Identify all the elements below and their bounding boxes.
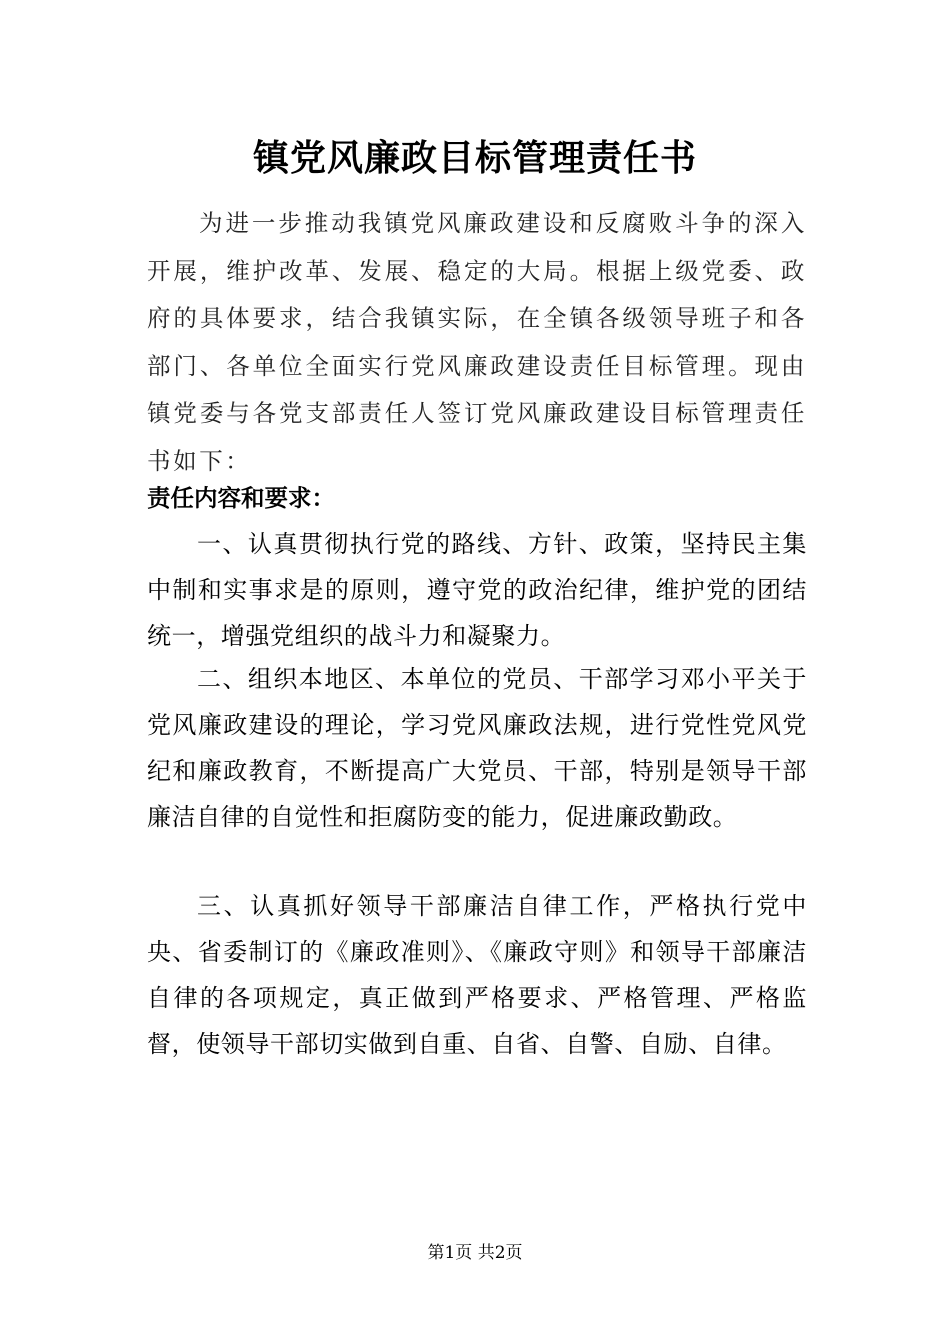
page-number-footer: 第1页 共2页 xyxy=(427,1243,523,1263)
document-title: 镇党风廉政目标管理责任书 xyxy=(252,137,697,179)
requirement-item-1: 一、认真贯彻执行党的路线、方针、政策，坚持民主集中制和实事求是的原则，遵守党的政治纪律，维护党的团结统一，增强党组织的战斗力和凝聚力。 xyxy=(147,530,807,650)
requirement-item-3: 三、认真抓好领导干部廉洁自律工作，严格执行党中央、省委制订的《廉政准则》、《廉政守则》和领导干部廉洁自律的各项规定，真正做到严格要求、严格管理、严格监督，使领导干部切实做到自重、自省、自警、自励、自律。 xyxy=(147,892,807,1058)
section-heading: 责任内容和要求： xyxy=(147,484,335,512)
intro-paragraph: 为进一步推动我镇党风廉政建设和反腐败斗争的深入开展，维护改革、发展、稳定的大局。根据上级党委、政府的具体要求，结合我镇实际，在全镇各级领导班子和各部门、各单位全面实行党风廉政建设责任目标管理。现由镇党委与各党支部责任人签订党风廉政建设目标管理责任书如下： xyxy=(147,209,807,475)
requirement-item-2: 二、组织本地区、本单位的党员、干部学习邓小平关于党风廉政建设的理论，学习党风廉政法规，进行党性党风党纪和廉政教育，不断提高广大党员、干部，特别是领导干部廉洁自律的自觉性和拒腐防变的能力，促进廉政勤政。 xyxy=(147,665,807,831)
